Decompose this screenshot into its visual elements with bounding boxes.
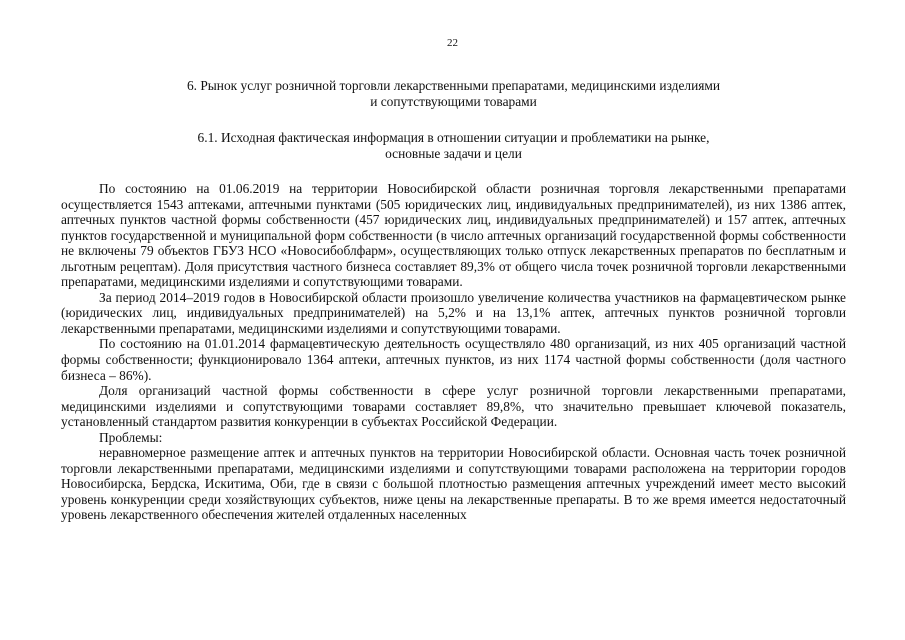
section-heading-line-2: и сопутствующими товарами — [370, 94, 537, 109]
section-heading — [61, 78, 846, 110]
paragraph-private-share: Доля организаций частной формы собственности в сфере услуг розничной торговли лекарственными препаратами, медицинскими изделиями и сопутствующими товарами составляет 89,8%, что значительно превышает ключевой показатель, установленный стандартом развития конкуренции в субъектах Российской Федерации. — [61, 383, 846, 430]
paragraph-market-growth: За период 2014–2019 годов в Новосибирской области произошло увеличение количества участников на фармацевтическом рынке (юридических лиц, индивидуальных предпринимателей) на 5,2% и на 13,1% аптек, аптечных пунктов розничной торговли лекарственными препаратами, медицинскими изделиями и сопутствующими товарами. — [61, 289, 846, 336]
section-heading-line-1: 6. Рынок услуг розничной торговли лекарственными препаратами, медицинскими изделиями — [186, 78, 721, 93]
paragraph-problems-label: Проблемы: — [99, 429, 163, 445]
subsection-heading-line-1: 6.1. Исходная фактическая информация в отношении ситуации и проблематики на рынке, — [197, 130, 710, 145]
paragraph-2014-status: По состоянию на 01.01.2014 фармацевтическую деятельность осуществляло 480 организаций, из них 405 организаций частной формы собственности; функционировало 1364 аптеки, аптечных пунктов, из них 1174 частной формы собственности (доля частного бизнеса – 86%). — [61, 336, 846, 383]
subsection-heading-line-2: основные задачи и цели — [385, 146, 522, 161]
paragraph-problem-uneven-distribution: неравномерное размещение аптек и аптечных пунктов на территории Новосибирской области. Основная часть точек розничной торговли лекарственными препаратами, медицинскими изделиями и сопутствующими товарами расположена на территории городов Новосибирска, Бердска, Искитима, Оби, где в связи с большой плотностью размещения аптечных учреждений имеет место высокий уровень конкуренции среди хозяйствующих субъектов, ниже цены на лекарственные препараты. В то же время имеется недостаточный уровень лекарственного обеспечения жителей отдаленных населенных — [61, 445, 846, 523]
paragraph-pharmacy-count: По состоянию на 01.06.2019 на территории Новосибирской области розничная торговля лекарственными препаратами осуществляется 1543 аптеками, аптечными пунктами (505 юридических лиц, индивидуальных предпринимателей), из них 1386 аптек, аптечных пунктов частной формы собственности (457 юридических лиц, индивидуальных предпринимателей) и 157 аптек, аптечных пунктов государственной и муниципальной форм собственности (в число аптечных организаций государственной формы собственности не включены 79 объектов ГБУЗ НСО «Новосибоблфарм», осуществляющих только отпуск лекарственных препаратов по бесплатным и льготным рецептам). Доля присутствия частного бизнеса составляет 89,3% от общего числа точек розничной торговли лекарственными препаратами, медицинскими изделиями и сопутствующими товарами. — [61, 181, 846, 290]
page-number: 22 — [447, 37, 458, 49]
subsection-heading — [61, 130, 846, 162]
body-text — [61, 181, 846, 523]
